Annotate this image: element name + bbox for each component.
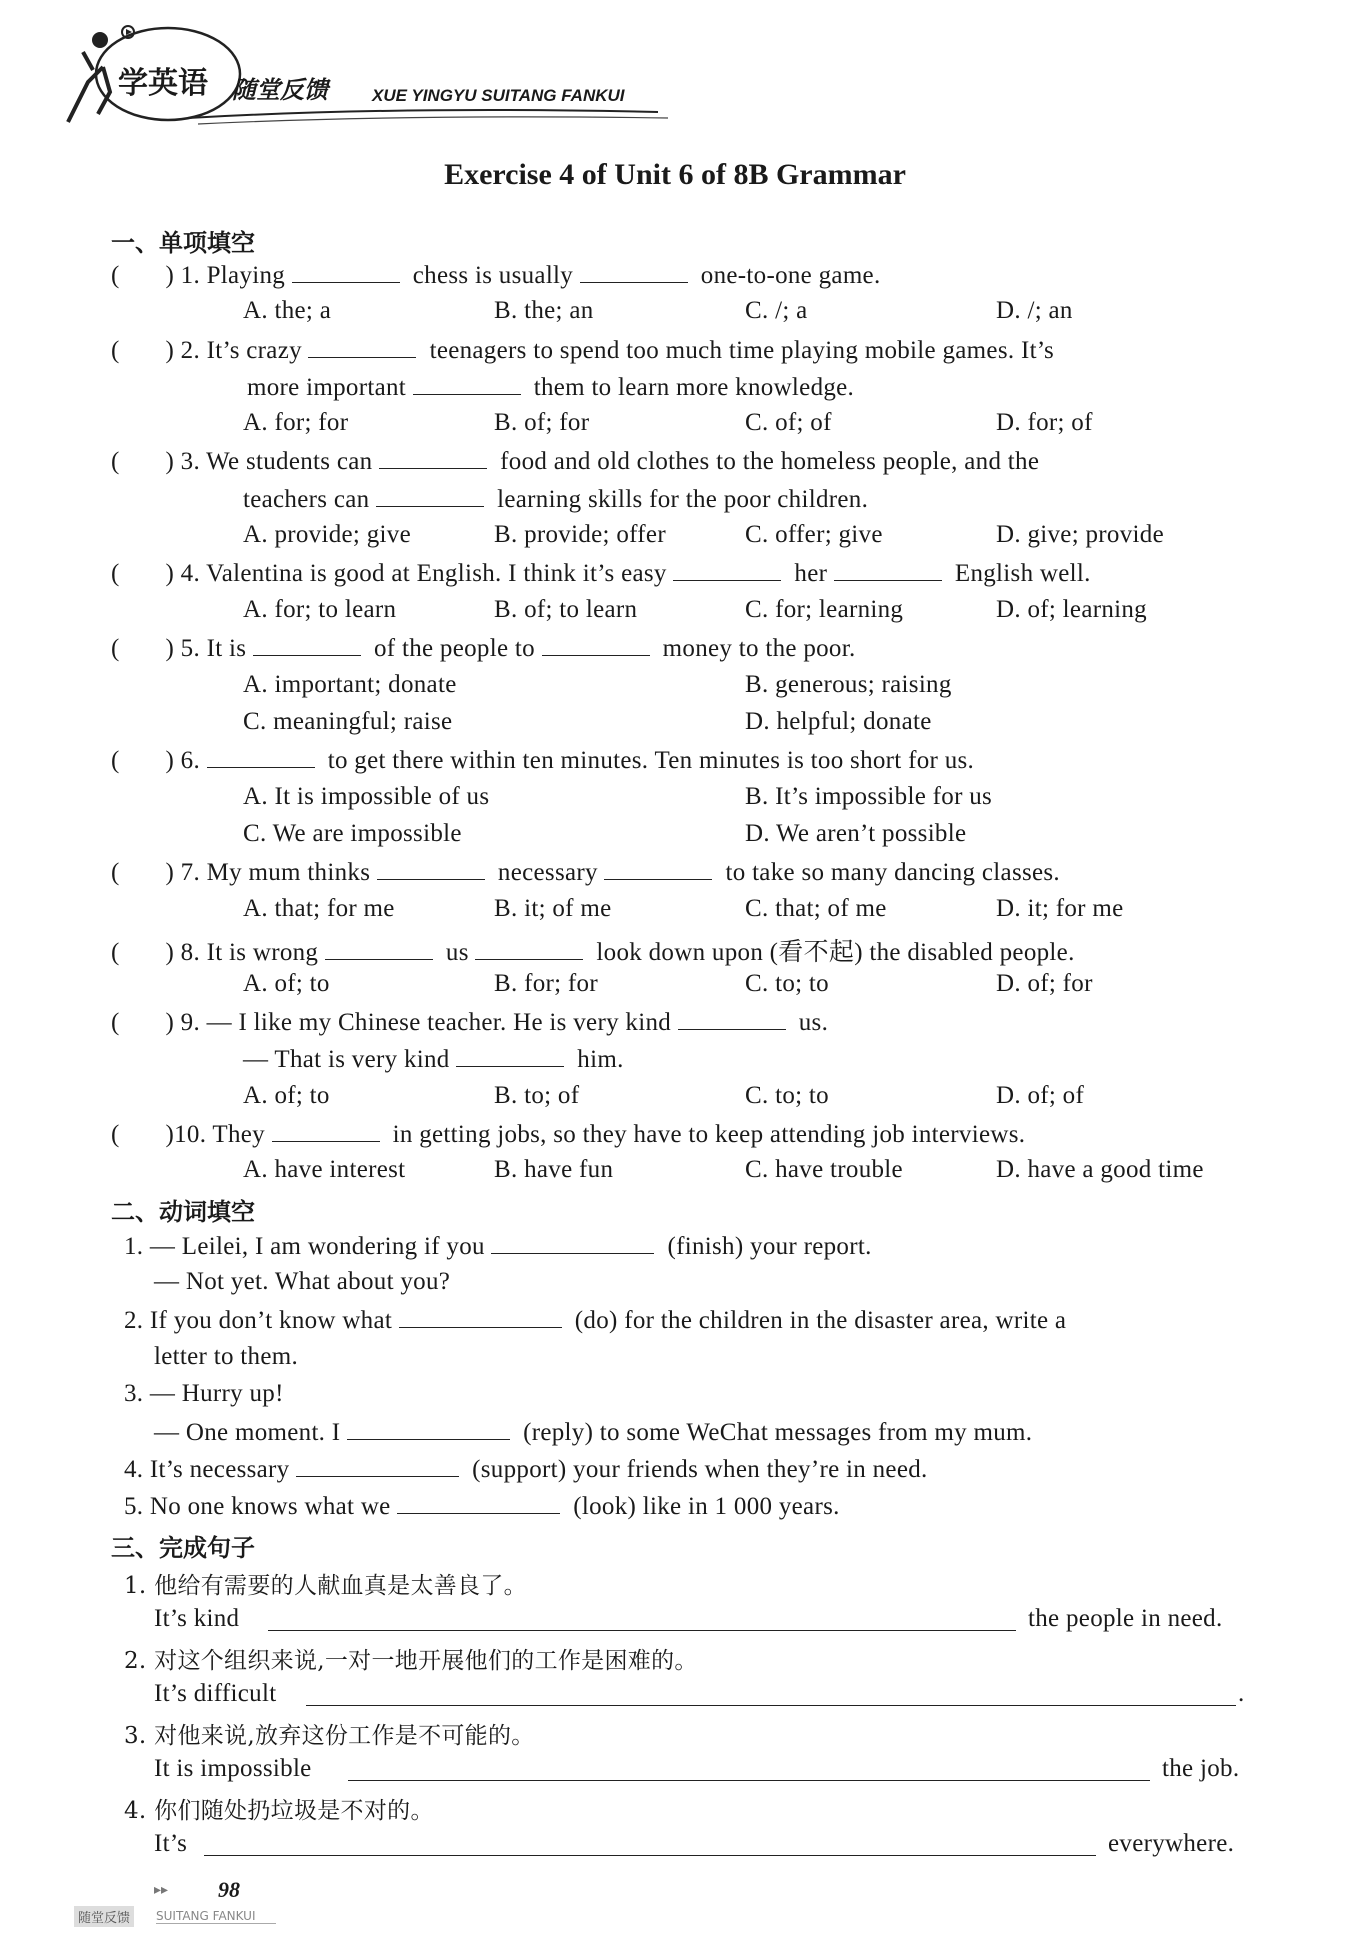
answer-blank[interactable] xyxy=(604,857,712,880)
answer-blank[interactable] xyxy=(413,372,521,395)
answer-blank[interactable] xyxy=(325,937,433,960)
header-title-cn: 学英语 xyxy=(118,66,208,101)
answer-blank[interactable] xyxy=(308,335,416,358)
answer-blank[interactable] xyxy=(456,1044,564,1067)
answer-blank[interactable] xyxy=(834,558,942,581)
option-a[interactable]: A. for; for xyxy=(243,409,349,436)
question-number: 2. xyxy=(180,337,201,364)
arrow-icon: ▸▸ xyxy=(154,1883,169,1898)
question-text: teenagers to spend too much time playing mobile games. It’s xyxy=(429,337,1055,364)
option-d[interactable]: D. helpful; donate xyxy=(745,708,932,735)
answer-blank[interactable] xyxy=(292,260,400,283)
item-text: 5. No one knows what we xyxy=(124,1493,391,1520)
question-text: — That is very kind xyxy=(243,1046,450,1073)
option-b[interactable]: B. it; of me xyxy=(494,895,612,922)
verb-item-1 xyxy=(124,1231,872,1261)
sentence-3-start: It is impossible xyxy=(154,1755,312,1782)
header-title-en: XUE YINGYU SUITANG FANKUI xyxy=(372,86,625,105)
option-d[interactable]: D. of; for xyxy=(996,970,1093,997)
option-a[interactable]: A. It is impossible of us xyxy=(243,783,490,810)
question-text: to take so many dancing classes. xyxy=(725,859,1060,886)
option-c[interactable]: C. for; learning xyxy=(745,596,904,623)
section-heading-2: 二、动词填空 xyxy=(111,1198,255,1226)
item-text: 4. It’s necessary xyxy=(124,1456,290,1483)
answer-blank[interactable] xyxy=(475,937,583,960)
question-2-line2 xyxy=(247,372,854,402)
item-text: (finish) your report. xyxy=(667,1233,872,1260)
option-a[interactable]: A. important; donate xyxy=(243,671,457,698)
question-text: English well. xyxy=(954,560,1091,587)
question-text: Valentina is good at English. I think it’s easy xyxy=(206,560,667,587)
question-7: ( ) 7. My mum thinks necessary to take so many dancing classes. xyxy=(111,859,1060,886)
item-text: 2. If you don’t know what xyxy=(124,1307,393,1334)
question-number: 6. xyxy=(180,747,201,774)
question-text: one-to-one game. xyxy=(700,262,881,289)
answer-blank[interactable] xyxy=(397,1491,560,1514)
question-text: look down upon (看不起) the disabled people. xyxy=(596,939,1075,966)
question-text: It is xyxy=(206,635,247,662)
question-8: ( ) 8. It is wrong us look down upon (看不起) the disabled people. xyxy=(111,939,1075,966)
option-c[interactable]: C. of; of xyxy=(745,409,832,436)
sentence-3-end: the job. xyxy=(1162,1755,1240,1782)
question-text: Playing xyxy=(206,262,286,289)
page-number: 98 xyxy=(218,1877,240,1902)
question-text: teachers can xyxy=(243,486,370,513)
option-d[interactable]: D. it; for me xyxy=(996,895,1124,922)
verb-item-4 xyxy=(124,1454,928,1484)
answer-blank[interactable] xyxy=(376,484,484,507)
item-text: — One moment. I xyxy=(154,1419,341,1446)
answer-blank[interactable] xyxy=(272,1119,380,1142)
question-number: )10. xyxy=(165,1121,207,1148)
option-b[interactable]: B. have fun xyxy=(494,1156,614,1183)
section-heading-3: 三、完成句子 xyxy=(111,1534,255,1562)
question-number: 8. xyxy=(180,939,201,966)
answer-blank[interactable] xyxy=(253,633,361,656)
sentence-1-start: It’s kind xyxy=(154,1605,240,1632)
option-a[interactable]: A. of; to xyxy=(243,970,330,997)
sentence-1-cn: 1. 他给有需要的人献血真是太善良了。 xyxy=(124,1573,527,1599)
question-10: ( )10. They in getting jobs, so they have to keep attending job interviews. xyxy=(111,1121,1026,1148)
item-text: (look) like in 1 000 years. xyxy=(573,1493,840,1520)
verb-item-3-reply xyxy=(154,1417,1032,1447)
option-d[interactable]: D. of; learning xyxy=(996,596,1147,623)
option-a[interactable]: A. of; to xyxy=(243,1082,330,1109)
option-b[interactable]: B. provide; offer xyxy=(494,521,666,548)
option-d[interactable]: D. give; provide xyxy=(996,521,1164,548)
verb-item-1-reply: — Not yet. What about you? xyxy=(154,1268,451,1295)
option-b[interactable]: B. generous; raising xyxy=(745,671,952,698)
question-text: It’s crazy xyxy=(206,337,302,364)
answer-line[interactable] xyxy=(306,1705,1236,1706)
answer-line[interactable] xyxy=(204,1855,1096,1856)
option-d[interactable]: D. /; an xyxy=(996,297,1073,324)
question-5: ( ) 5. It is of the people to money to the poor. xyxy=(111,635,856,662)
option-b[interactable]: B. to; of xyxy=(494,1082,580,1109)
question-text: to get there within ten minutes. Ten minutes is too short for us. xyxy=(327,747,975,774)
question-6: ( ) 6. to get there within ten minutes. Ten minutes is too short for us. xyxy=(111,747,975,774)
verb-item-5 xyxy=(124,1491,840,1521)
answer-blank[interactable] xyxy=(491,1231,654,1254)
answer-blank[interactable] xyxy=(207,745,315,768)
option-d[interactable]: D. have a good time xyxy=(996,1156,1204,1183)
question-number: 7. xyxy=(180,859,201,886)
question-2: ( ) 2. It’s crazy teenagers to spend too much time playing mobile games. It’s xyxy=(111,337,1055,364)
answer-blank[interactable] xyxy=(678,1007,786,1030)
option-d[interactable]: D. of; of xyxy=(996,1082,1085,1109)
verb-item-2-line2: letter to them. xyxy=(154,1343,299,1370)
verb-item-3: 3. — Hurry up! xyxy=(124,1380,284,1407)
option-c[interactable]: C. have trouble xyxy=(745,1156,903,1183)
item-text: (do) for the children in the disaster area, write a xyxy=(574,1307,1067,1334)
question-text: in getting jobs, so they have to keep attending job interviews. xyxy=(392,1121,1026,1148)
option-c[interactable]: C. to; to xyxy=(745,1082,829,1109)
option-a[interactable]: A. provide; give xyxy=(243,521,411,548)
answer-blank[interactable] xyxy=(379,446,487,469)
answer-blank[interactable] xyxy=(296,1454,459,1477)
sentence-4-cn: 4. 你们随处扔垃圾是不对的。 xyxy=(124,1798,434,1824)
option-a[interactable]: A. that; for me xyxy=(243,895,395,922)
sentence-4-start: It’s xyxy=(154,1830,188,1857)
question-4: ( ) 4. Valentina is good at English. I think it’s easy her English well. xyxy=(111,560,1091,587)
question-text: food and old clothes to the homeless people, and the xyxy=(500,448,1040,475)
question-number: 4. xyxy=(180,560,201,587)
option-b[interactable]: B. the; an xyxy=(494,297,594,324)
option-c[interactable]: C. We are impossible xyxy=(243,820,462,847)
question-text: necessary xyxy=(497,859,598,886)
item-text: (reply) to some WeChat messages from my mum. xyxy=(523,1419,1033,1446)
option-c[interactable]: C. to; to xyxy=(745,970,829,997)
question-9-line2 xyxy=(243,1044,624,1074)
footer-label-cn: 随堂反馈 xyxy=(74,1906,134,1927)
option-c[interactable]: C. meaningful; raise xyxy=(243,708,453,735)
question-text: money to the poor. xyxy=(662,635,856,662)
question-text: more important xyxy=(247,374,407,401)
answer-blank[interactable] xyxy=(580,260,688,283)
option-c[interactable]: C. /; a xyxy=(745,297,808,324)
answer-blank[interactable] xyxy=(377,857,485,880)
item-text: (support) your friends when they’re in need. xyxy=(472,1456,928,1483)
question-text: us. xyxy=(798,1009,829,1036)
option-a[interactable]: A. for; to learn xyxy=(243,596,397,623)
answer-blank[interactable] xyxy=(542,633,650,656)
header-subtitle-cn: 随堂反馈 xyxy=(232,76,328,104)
question-text: of the people to xyxy=(373,635,535,662)
answer-line[interactable] xyxy=(348,1780,1150,1781)
question-text: My mum thinks xyxy=(206,859,371,886)
question-number: 9. xyxy=(180,1009,201,1036)
question-text: They xyxy=(212,1121,265,1148)
sentence-4-end: everywhere. xyxy=(1108,1830,1235,1857)
page-title: Exercise 4 of Unit 6 of 8B Grammar xyxy=(444,158,906,191)
verb-item-2 xyxy=(124,1305,1066,1335)
option-b[interactable]: B. of; to learn xyxy=(494,596,638,623)
answer-line[interactable] xyxy=(268,1630,1016,1631)
question-text: — I like my Chinese teacher. He is very kind xyxy=(206,1009,672,1036)
sentence-2-end: . xyxy=(1238,1680,1245,1707)
option-a[interactable]: A. have interest xyxy=(243,1156,406,1183)
footer-label-en: SUITANG FANKUI xyxy=(156,1909,276,1924)
sentence-3-cn: 3. 对他来说,放弃这份工作是不可能的。 xyxy=(124,1723,535,1749)
option-d[interactable]: D. We aren’t possible xyxy=(745,820,967,847)
question-number: 3. xyxy=(180,448,201,475)
question-3: ( ) 3. We students can food and old clothes to the homeless people, and the xyxy=(111,448,1040,475)
option-c[interactable]: C. that; of me xyxy=(745,895,887,922)
option-b[interactable]: B. for; for xyxy=(494,970,598,997)
option-a[interactable]: A. the; a xyxy=(243,297,332,324)
question-text: him. xyxy=(577,1046,624,1073)
item-text: 1. — Leilei, I am wondering if you xyxy=(124,1233,485,1260)
question-text: her xyxy=(794,560,828,587)
sentence-2-cn: 2. 对这个组织来说,一对一地开展他们的工作是困难的。 xyxy=(124,1648,698,1674)
option-d[interactable]: D. for; of xyxy=(996,409,1093,436)
option-b[interactable]: B. It’s impossible for us xyxy=(745,783,993,810)
answer-blank[interactable] xyxy=(673,558,781,581)
answer-blank[interactable] xyxy=(347,1417,510,1440)
sentence-2-start: It’s difficult xyxy=(154,1680,277,1707)
question-text: We students can xyxy=(206,448,373,475)
question-text: It is wrong xyxy=(206,939,319,966)
question-1: ( ) 1. Playing chess is usually one-to-one game. xyxy=(111,262,881,289)
question-text: them to learn more knowledge. xyxy=(533,374,855,401)
question-number: 5. xyxy=(180,635,201,662)
question-text: learning skills for the poor children. xyxy=(497,486,869,513)
sentence-1-end: the people in need. xyxy=(1028,1605,1223,1632)
question-3-line2 xyxy=(243,484,868,514)
question-number: 1. xyxy=(180,262,201,289)
question-text: chess is usually xyxy=(412,262,574,289)
option-b[interactable]: B. of; for xyxy=(494,409,590,436)
question-9: ( ) 9. — I like my Chinese teacher. He is very kind us. xyxy=(111,1009,829,1036)
question-text: us xyxy=(445,939,469,966)
option-c[interactable]: C. offer; give xyxy=(745,521,883,548)
section-heading-1: 一、单项填空 xyxy=(111,229,255,257)
answer-blank[interactable] xyxy=(399,1305,562,1328)
